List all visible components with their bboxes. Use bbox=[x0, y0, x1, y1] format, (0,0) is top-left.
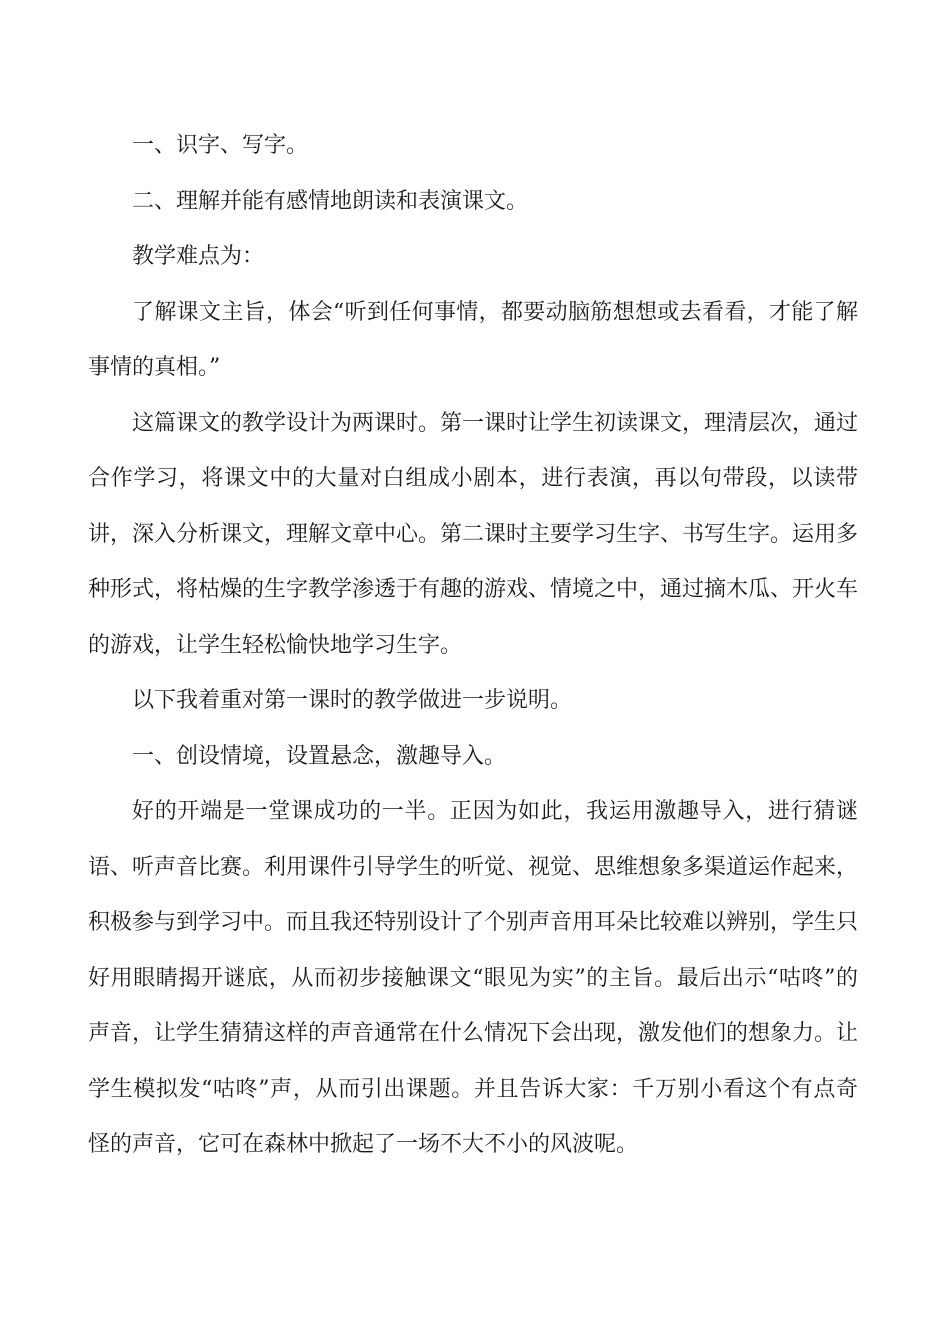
paragraph-difficulty-heading: 教学难点为： bbox=[132, 244, 265, 269]
paragraph-step-1-body: 好的开端是一堂课成功的一半。正因为如此，我运用激趣导入，进行猜谜语、听声音比赛。利用课件引导学生的听觉、视觉、思维想象多渠道运作起来，积极参与到学习中。而且我还特别设计了个别声音用耳朵比较难以辨别，学生只好用眼睛揭开谜底，从而初步接触课文“眼见为实”的主旨。最后出示“咕咚”的声音，让学生猜猜这样的声音通常在什么情况下会出现，激发他们的想象力。让学生模拟发“咕咚”声，从而引出课题。并且告诉大家：千万别小看这个有点奇怪的声音，它可在森林中掀起了一场不大不小的风波呢。 bbox=[88, 799, 859, 1157]
paragraph-step-1-heading: 一、创设情境，设置悬念，激趣导入。 bbox=[132, 743, 507, 769]
paragraph-lesson-design: 这篇课文的教学设计为两课时。第一课时让学生初读课文，理清层次，通过合作学习，将课文中的大量对白组成小剧本，进行表演，再以句带段，以读带讲，深入分析课文，理解文章中心。第二课时主要学习生字、书写生字。运用多种形式，将枯燥的生字教学渗透于有趣的游戏、情境之中，通过摘木瓜、开火车的游戏，让学生轻松愉快地学习生字。 bbox=[88, 410, 859, 658]
paragraph-goal-1: 一、识字、写字。 bbox=[132, 133, 309, 158]
paragraph-intro-note: 以下我着重对第一课时的教学做进一步说明。 bbox=[132, 688, 573, 713]
paragraph-goal-2: 二、理解并能有感情地朗读和表演课文。 bbox=[132, 188, 529, 214]
paragraph-difficulty: 了解课文主旨，体会“听到任何事情，都要动脑筋想想或去看看，才能了解事情的真相。” bbox=[88, 299, 858, 380]
document-body bbox=[88, 118, 858, 1173]
